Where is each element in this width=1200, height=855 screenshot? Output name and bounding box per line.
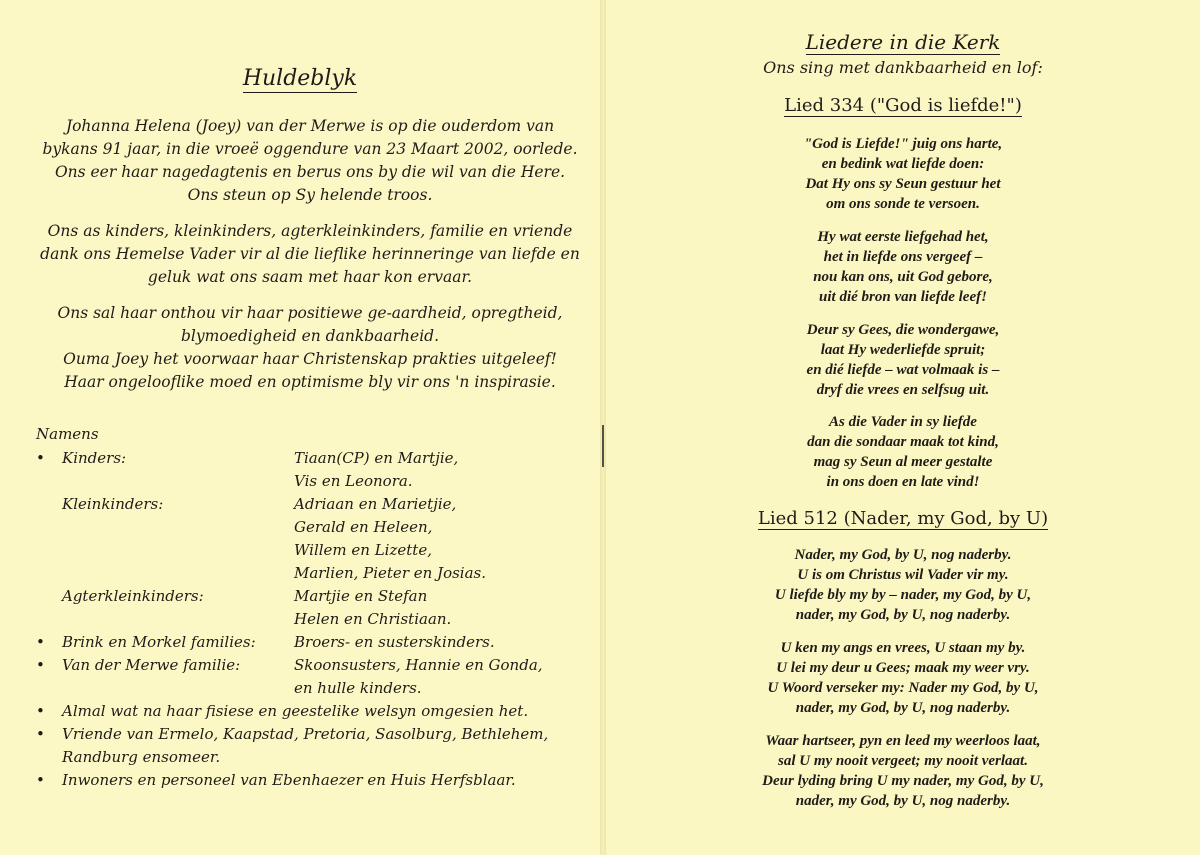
bullet: • [36,725,45,743]
bullet [36,585,62,631]
list-item [36,769,596,792]
songs-title: Liedere in die Kerk [805,30,1001,54]
tribute-paragraph-3: Ons sal haar onthou vir haar positiewe ge-aardheid, opregtheid, blymoedigheid en dankbaarheid. Ouma Joey het voorwaar haar Christenskap prakties uitgeleef! Haar ongelooflike moed en optimisme bly vir ons 'n inspirasie. [57,304,563,391]
list-item [36,447,596,493]
list-item-text: Vriende van Ermelo, Kaapstad, Pretoria, Sasolburg, Bethlehem, Randburg ensomeer. [62,725,549,766]
tribute-paragraph-2: Ons as kinders, kleinkinders, agterkleinkinders, familie en vriende dank ons Hemelse Vader vir al die lieflike herinneringe van liefde en geluk wat ons saam met haar kon ervaar. [40,222,580,286]
song-512-stanza-2: U ken my angs en vrees, U staan my by. U lei my deur u Gees; maak my weer vry. U Woord verseker my: Nader my God, by U, nader, my God, by U, nog naderby. [767,640,1039,716]
list-item [36,654,596,700]
song-title-512: Lied 512 (Nader, my God, by U) [757,508,1049,529]
song-512-stanza-3: Waar hartseer, pyn en leed my weerloos laat, sal U my nooit vergeet; my nooit verlaat. Deur lyding bring U my nader, my God, by U, nader, my God, by U, nog naderby. [762,733,1044,809]
bullet: • [36,702,45,720]
list-item-text: Inwoners en personeel van Ebenhaezer en Huis Herfsblaar. [62,771,516,789]
category-values: Martjie en Stefan Helen en Christiaan. [294,587,452,628]
category-values: Skoonsusters, Hannie en Gonda, en hulle kinders. [294,656,543,697]
tribute-paragraph-1: Johanna Helena (Joey) van der Merwe is op die ouderdom van bykans 91 jaar, in die vroeë oggendure van 23 Maart 2002, oorlede. Ons eer haar nagedagtenis en berus ons by die wil van die Here. Ons steun op Sy helende troos. [42,117,578,204]
list-item [36,631,596,654]
song-334-stanza-2: Hy wat eerste liefgehad het, het in liefde ons vergeef – nou kan ons, uit God gebore, uit dié bron van liefde leef! [813,229,993,305]
category-label: Agterkleinkinders: [62,587,204,605]
song-512-stanza-1: Nader, my God, by U, nog naderby. U is om Christus wil Vader vir my. U liefde bly my by – nader, my God, by U, nader, my God, by U, nog naderby. [774,547,1032,623]
songs-subtitle: Ons sing met dankbaarheid en lof: [763,58,1043,77]
bullet [36,493,62,585]
list-item [36,585,596,631]
list-item [36,493,596,585]
category-label: Van der Merwe familie: [62,656,241,674]
song-334-stanza-1: "God is Liefde!" juig ons harte, en bedink wat liefde doen: Dat Hy ons sy Seun gestuur het om ons sonde te versoen. [803,136,1003,212]
category-values: Broers- en susterskinders. [294,633,495,651]
bullet: • [36,771,45,789]
bullet: • [36,656,45,674]
song-334-stanza-4: As die Vader in sy liefde dan die sondaar maak tot kind, mag sy Seun al meer gestalte in ons doen en late vind! [807,414,999,490]
category-values: Tiaan(CP) en Martjie, Vis en Leonora. [294,449,459,490]
list-item-text: Almal wat na haar fisiese en geestelike welsyn omgesien het. [62,702,529,720]
category-label: Kinders: [62,449,127,467]
bullet: • [36,633,45,651]
right-page [606,0,1200,855]
fold-mark [602,425,604,467]
category-values: Adriaan en Marietjie, Gerald en Heleen, Willem en Lizette, Marlien, Pieter en Josias. [294,495,487,582]
list-item [36,700,596,723]
page-title: Huldeblyk [242,66,358,91]
list-item [36,723,596,769]
bullet: • [36,449,45,467]
names-list [36,447,596,792]
song-334-stanza-3: Deur sy Gees, die wondergawe, laat Hy wederliefde spruit; en dié liefde – wat volmaak is – dryf die vrees en selfsug uit. [806,322,1000,398]
song-title-334: Lied 334 ("God is liefde!") [784,95,1022,116]
category-label: Brink en Morkel families: [62,633,256,651]
names-title: Namens [36,425,99,443]
category-label: Kleinkinders: [62,495,164,513]
